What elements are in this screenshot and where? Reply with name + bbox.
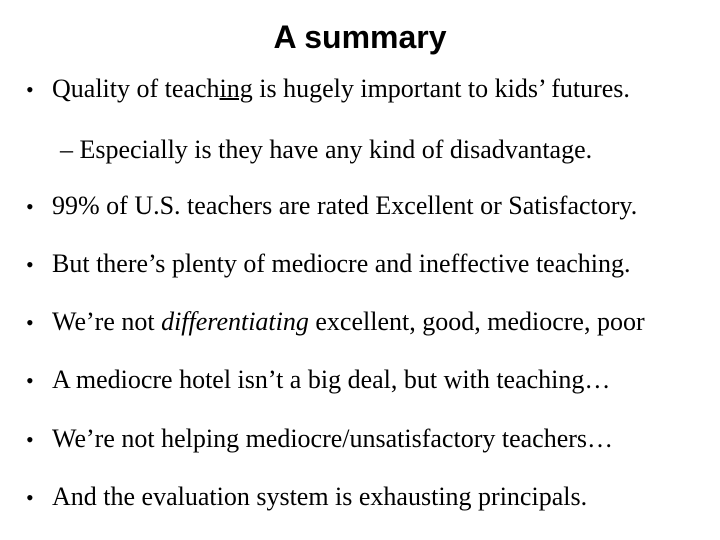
bullet-text-italic: differentiating bbox=[161, 307, 309, 336]
bullet-icon: • bbox=[26, 310, 34, 335]
bullet-icon: • bbox=[26, 77, 34, 102]
bullet-text-underlined: ing bbox=[219, 74, 253, 103]
bullet-item-3 bbox=[26, 248, 631, 281]
dash-icon: – bbox=[60, 135, 73, 164]
bullet-text-post: excellent, good, mediocre, poor bbox=[308, 307, 645, 336]
bullet-item-1 bbox=[26, 73, 630, 106]
bullet-item-7 bbox=[26, 481, 587, 514]
bullet-text-pre: Quality of teach bbox=[52, 74, 220, 103]
bullet-text: And the evaluation system is exhausting principals. bbox=[52, 482, 588, 511]
bullet-item-5 bbox=[26, 364, 610, 397]
bullet-text-post: is hugely important to kids’ futures. bbox=[252, 74, 630, 103]
bullet-text: But there’s plenty of mediocre and ineffective teaching. bbox=[52, 249, 631, 278]
bullet-text: We’re not helping mediocre/unsatisfactory teachers… bbox=[52, 424, 614, 453]
bullet-icon: • bbox=[26, 194, 34, 219]
bullet-text-pre: We’re not bbox=[52, 307, 162, 336]
sub-bullet-item-1 bbox=[60, 134, 592, 166]
bullet-icon: • bbox=[26, 427, 34, 452]
bullet-icon: • bbox=[26, 368, 34, 393]
bullet-text: A mediocre hotel isn’t a big deal, but with teaching… bbox=[52, 365, 611, 394]
bullet-item-2 bbox=[26, 190, 637, 223]
bullet-icon: • bbox=[26, 485, 34, 510]
bullet-icon: • bbox=[26, 252, 34, 277]
bullet-text: 99% of U.S. teachers are rated Excellent or Satisfactory. bbox=[52, 191, 638, 220]
bullet-item-6 bbox=[26, 423, 613, 456]
bullet-item-4 bbox=[26, 306, 645, 339]
slide-title: A summary bbox=[273, 19, 447, 55]
sub-bullet-text: Especially is they have any kind of disadvantage. bbox=[79, 135, 593, 164]
